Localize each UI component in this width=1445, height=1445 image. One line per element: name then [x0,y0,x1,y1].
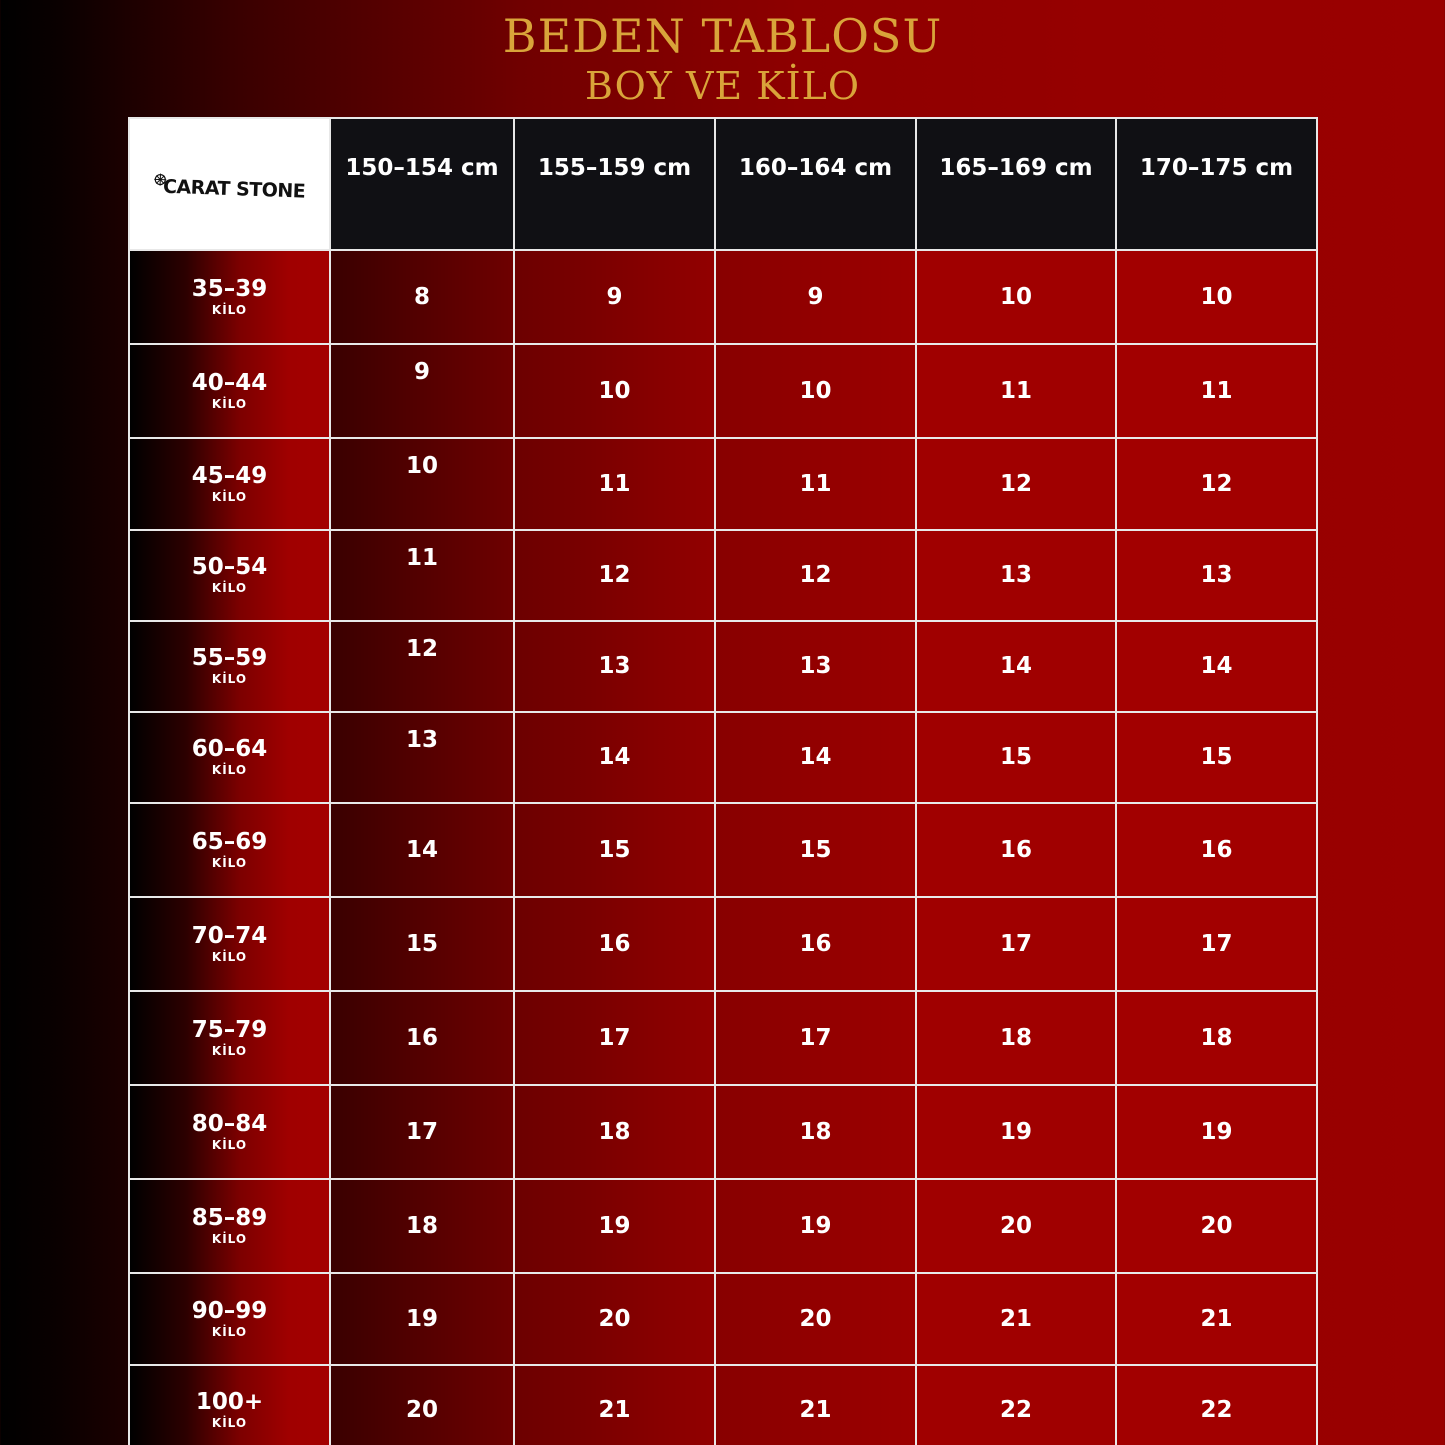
size-cell: 17 [514,991,715,1085]
column-header: 165–169 cm [916,118,1116,250]
size-cell: 22 [916,1365,1116,1445]
size-cell: 11 [514,438,715,530]
size-cell: 16 [1116,803,1317,897]
size-cell: 15 [1116,712,1317,804]
size-cell: 10 [1116,250,1317,344]
page-subtitle: BOY VE KİLO [585,64,860,108]
row-label-cell [129,1273,330,1365]
size-cell: 17 [916,897,1116,991]
table-row [129,438,1317,530]
size-cell: 8 [330,250,514,344]
weight-range: 90–99 [191,1298,268,1324]
brand-name: CARAT STONE [163,175,306,203]
size-cell: 16 [715,897,916,991]
size-cell: 20 [330,1365,514,1445]
size-cell: 10 [715,344,916,438]
column-header: 170–175 cm [1116,118,1317,250]
weight-unit: KİLO [211,672,248,687]
weight-unit: KİLO [211,763,248,778]
weight-range: 65–69 [191,829,268,856]
size-cell: 10 [514,344,715,438]
size-cell: 13 [1116,530,1317,621]
row-label-cell [129,1085,330,1179]
size-chart-table [128,117,1318,1445]
table-body [129,250,1317,1445]
size-cell: 10 [330,438,514,530]
size-cell: 18 [1116,991,1317,1085]
title-block [0,8,1445,108]
weight-range: 85–89 [191,1205,268,1232]
size-cell: 16 [330,991,514,1085]
row-label-cell [129,1365,330,1445]
size-cell: 14 [916,621,1116,712]
size-cell: 17 [715,991,916,1085]
size-cell: 18 [715,1085,916,1179]
size-cell: 19 [916,1085,1116,1179]
weight-range: 75–79 [191,1017,268,1044]
weight-range: 100+ [195,1389,264,1416]
table-row [129,1085,1317,1179]
weight-range: 35–39 [191,275,268,302]
weight-unit: KİLO [211,1325,248,1339]
size-cell: 13 [330,712,514,804]
table-row [129,530,1317,621]
size-cell: 12 [514,530,715,621]
size-cell: 19 [1116,1085,1317,1179]
table-row [129,803,1317,897]
row-label-cell [129,712,330,804]
weight-unit: KİLO [211,581,248,596]
weight-range: 70–74 [191,923,268,950]
size-cell: 21 [715,1365,916,1445]
row-label-cell [129,344,330,438]
table-row [129,712,1317,804]
table-row [129,897,1317,991]
size-cell: 10 [916,250,1116,344]
weight-unit: KİLO [211,856,248,871]
size-cell: 21 [514,1365,715,1445]
brand-logo-cell [129,118,330,250]
table-row [129,1365,1317,1445]
size-cell: 11 [715,438,916,530]
weight-unit: KİLO [211,1138,248,1153]
weight-unit: KİLO [211,396,248,411]
size-cell: 21 [916,1273,1116,1365]
table-row [129,621,1317,712]
size-cell: 11 [330,530,514,621]
size-cell: 16 [514,897,715,991]
size-cell: 20 [916,1179,1116,1273]
row-label-cell [129,530,330,621]
size-cell: 15 [514,803,715,897]
size-cell: 11 [916,344,1116,438]
weight-unit: KİLO [211,1232,248,1247]
size-cell: 12 [1116,438,1317,530]
size-cell: 14 [1116,621,1317,712]
header-row [129,118,1317,250]
page-title: BEDEN TABLOSU [502,9,943,63]
size-cell: 15 [330,897,514,991]
size-cell: 17 [330,1085,514,1179]
size-cell: 13 [514,621,715,712]
size-cell: 20 [1116,1179,1317,1273]
size-cell: 20 [715,1273,916,1365]
size-cell: 18 [330,1179,514,1273]
column-header: 150–154 cm [330,118,514,250]
size-cell: 15 [916,712,1116,804]
column-header: 160–164 cm [715,118,916,250]
row-label-cell [129,250,330,344]
weight-range: 80–84 [191,1111,268,1138]
size-cell: 9 [330,344,514,438]
table-row [129,1273,1317,1365]
weight-unit: KİLO [211,950,248,965]
size-cell: 17 [1116,897,1317,991]
size-cell: 14 [715,712,916,804]
size-cell: 21 [1116,1273,1317,1365]
size-cell: 13 [916,530,1116,621]
size-cell: 16 [916,803,1116,897]
row-label-cell [129,1179,330,1273]
row-label-cell [129,803,330,897]
table-row [129,1179,1317,1273]
table-row [129,344,1317,438]
size-cell: 13 [715,621,916,712]
size-cell: 9 [715,250,916,344]
weight-range: 40–44 [191,369,268,396]
weight-range: 55–59 [191,645,268,672]
size-cell: 11 [1116,344,1317,438]
weight-range: 45–49 [191,462,268,489]
size-cell: 14 [514,712,715,804]
weight-unit: KİLO [211,489,248,504]
table-row [129,991,1317,1085]
size-cell: 14 [330,803,514,897]
column-header: 155–159 cm [514,118,715,250]
brand-logo [153,175,306,202]
weight-range: 60–64 [191,736,268,763]
size-cell: 12 [916,438,1116,530]
size-cell: 22 [1116,1365,1317,1445]
size-cell: 15 [715,803,916,897]
weight-unit: KİLO [211,302,248,317]
table-row [129,250,1317,344]
size-cell: 18 [514,1085,715,1179]
size-cell: 9 [514,250,715,344]
weight-unit: KİLO [211,1044,248,1059]
weight-range: 50–54 [191,554,268,581]
row-label-cell [129,621,330,712]
weight-unit: KİLO [211,1416,248,1431]
row-label-cell [129,438,330,530]
row-label-cell [129,897,330,991]
size-cell: 18 [916,991,1116,1085]
row-label-cell [129,991,330,1085]
size-cell: 12 [715,530,916,621]
size-cell: 19 [514,1179,715,1273]
size-cell: 19 [330,1273,514,1365]
size-cell: 12 [330,621,514,712]
size-cell: 20 [514,1273,715,1365]
size-cell: 19 [715,1179,916,1273]
